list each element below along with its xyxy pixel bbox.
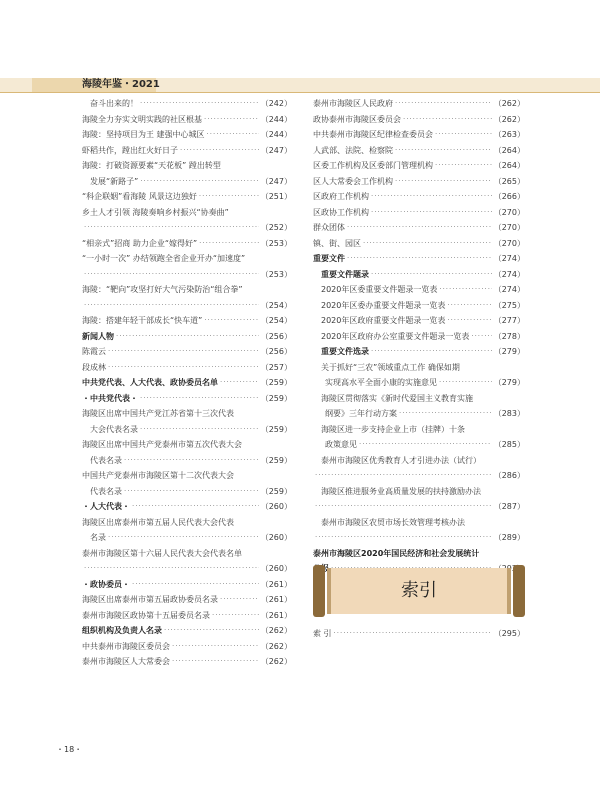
toc-entry-page: （287） xyxy=(493,502,525,511)
toc-entry[interactable] xyxy=(82,639,292,655)
toc-entry-page: （259） xyxy=(260,393,292,403)
toc-entry[interactable] xyxy=(313,174,525,190)
toc-entry[interactable] xyxy=(313,112,525,128)
toc-entry-text: 2020年区政府办公室重要文件题录一览表 xyxy=(321,331,470,341)
leader-dots xyxy=(204,112,259,128)
toc-entry-text: 海陵区推进服务业高质量发展的扶持激励办法 xyxy=(321,486,481,496)
toc-entry-page: （253） xyxy=(260,238,292,248)
toc-entry-page: （262） xyxy=(493,99,525,108)
toc-entry[interactable] xyxy=(82,143,292,159)
toc-entry[interactable] xyxy=(82,96,292,112)
leader-dots xyxy=(124,484,259,500)
toc-entry[interactable] xyxy=(82,360,292,376)
toc-entry-text: 发展“新路子” xyxy=(90,176,139,186)
toc-entry[interactable] xyxy=(82,344,292,360)
toc-entry-page: （261） xyxy=(260,579,292,589)
toc-entry[interactable] xyxy=(313,453,525,469)
toc-entry[interactable] xyxy=(313,298,525,314)
toc-entry[interactable] xyxy=(313,143,525,159)
toc-entry-text: 乡土人才引领 海陵奏响乡村振兴“协奏曲” xyxy=(82,207,229,217)
toc-entry-text: 海陵：打破资源要素“天花板” 蹚出转型 xyxy=(82,161,221,170)
toc-entry[interactable] xyxy=(82,608,292,624)
toc-entry-page: （247） xyxy=(260,145,292,155)
toc-entry[interactable] xyxy=(82,453,292,469)
toc-entry-text: 大会代表名录 xyxy=(90,424,138,434)
toc-entry-text: 组织机构及负责人名录 xyxy=(82,626,162,635)
leader-dots xyxy=(108,344,259,360)
toc-entry[interactable] xyxy=(82,422,292,438)
toc-entry-text: 海陵区出席泰州市第五届人民代表大会代表 xyxy=(82,517,234,527)
toc-entry[interactable] xyxy=(313,267,525,283)
toc-entry-page: （260） xyxy=(260,564,292,573)
toc-entry-page: （266） xyxy=(493,192,525,201)
toc-entry-page: （270） xyxy=(493,207,525,217)
toc-entry[interactable] xyxy=(82,592,292,608)
leader-dots xyxy=(315,499,492,515)
toc-entry-text: 泰州市海陵区人民政府 xyxy=(313,99,393,108)
toc-entry[interactable] xyxy=(313,251,525,267)
toc-entry[interactable] xyxy=(82,282,292,298)
leader-dots xyxy=(447,313,491,329)
leader-dots xyxy=(359,437,492,453)
toc-entry[interactable] xyxy=(313,158,525,174)
toc-entry[interactable] xyxy=(82,127,292,143)
toc-entry[interactable] xyxy=(82,205,292,221)
toc-entry-text: 泰州市海陵区2020年国民经济和社会发展统计 xyxy=(313,548,480,558)
toc-entry-page: （275） xyxy=(493,300,525,310)
toc-entry-page: （252） xyxy=(260,223,292,232)
toc-entry[interactable] xyxy=(82,158,292,174)
leader-dots xyxy=(403,112,492,128)
leader-dots xyxy=(199,189,259,205)
toc-left-column xyxy=(82,96,292,670)
toc-entry-text: 泰州市海陵区农贸市场长效管理考核办法 xyxy=(321,517,465,527)
leader-dots xyxy=(399,406,492,422)
leader-dots xyxy=(395,96,492,112)
toc-entry-page: （262） xyxy=(260,626,292,635)
leader-dots xyxy=(180,143,259,159)
toc-entry-text: 政策意见 xyxy=(325,440,357,449)
toc-entry[interactable] xyxy=(82,313,292,329)
toc-entry-text: 2020年区委办重要文件题录一览表 xyxy=(321,300,446,310)
toc-entry[interactable] xyxy=(313,468,525,484)
leader-dots xyxy=(334,626,492,642)
toc-entry-page: （256） xyxy=(260,347,292,356)
toc-entry-page: （270） xyxy=(493,223,525,232)
toc-entry[interactable] xyxy=(82,112,292,128)
toc-entry-page: （278） xyxy=(493,331,525,341)
toc-entry[interactable] xyxy=(313,220,525,236)
toc-entry[interactable] xyxy=(313,189,525,205)
toc-entry[interactable] xyxy=(313,375,525,391)
leader-dots xyxy=(220,592,259,608)
toc-entry-page: （259） xyxy=(260,455,292,465)
leader-dots xyxy=(108,360,259,376)
index-entry-wrap xyxy=(313,626,525,642)
toc-entry-text: 海陵：搭建年轻干部成长“快车道” xyxy=(82,316,203,325)
toc-entry-text: 奋斗出来的！ xyxy=(90,99,138,108)
toc-entry-text: 区政府工作机构 xyxy=(313,192,369,201)
toc-entry-page: （260） xyxy=(260,533,292,542)
toc-entry-text: 2020年区委重要文件题录一览表 xyxy=(321,285,438,294)
toc-entry[interactable] xyxy=(82,577,292,593)
toc-entry-text: “科企联姻”看海陵 风景这边独好 xyxy=(82,192,197,201)
index-banner xyxy=(313,568,525,614)
leader-dots xyxy=(172,654,259,670)
leader-dots xyxy=(220,375,259,391)
toc-entry-text: 泰州市海陵区第十六届人民代表大会代表名单 xyxy=(82,548,242,558)
toc-entry-page: （289） xyxy=(493,533,525,542)
toc-entry[interactable] xyxy=(313,437,525,453)
leader-dots xyxy=(371,344,492,360)
leader-dots xyxy=(447,298,491,314)
toc-entry[interactable] xyxy=(82,530,292,546)
toc-entry-page: （247） xyxy=(260,176,292,186)
toc-entry-text: 海陵区进一步支持企业上市（挂牌）十条 xyxy=(321,424,465,434)
toc-entry-page: （262） xyxy=(260,641,292,651)
toc-entry-text: 段成林 xyxy=(82,362,106,372)
header-divider xyxy=(0,92,600,93)
leader-dots xyxy=(199,236,259,252)
leader-dots xyxy=(371,189,492,205)
toc-entry[interactable] xyxy=(82,499,292,515)
leader-dots xyxy=(140,422,259,438)
toc-entry-page: （295） xyxy=(493,629,525,638)
leader-dots xyxy=(140,96,259,112)
toc-entry-text: 泰州市海陵区优秀教育人才引进办法（试行） xyxy=(321,455,481,465)
toc-entry-text: 泰州市海陵区政协第十五届委员名录 xyxy=(82,610,210,620)
toc-entry-page: （274） xyxy=(493,285,525,294)
toc-entry-page: （262） xyxy=(493,114,525,124)
toc-right-column xyxy=(313,96,525,577)
toc-entry[interactable] xyxy=(313,127,525,143)
toc-entry[interactable] xyxy=(82,515,292,531)
toc-entry-text: 代表名录 xyxy=(90,455,122,465)
toc-entry-text: 镇、街、园区 xyxy=(313,238,361,248)
leader-dots xyxy=(108,530,259,546)
toc-entry-page: （256） xyxy=(260,331,292,341)
toc-entry[interactable] xyxy=(313,515,525,531)
toc-entry[interactable] xyxy=(82,546,292,562)
toc-entry[interactable] xyxy=(313,282,525,298)
leader-dots xyxy=(395,174,492,190)
leader-dots xyxy=(315,530,492,546)
leader-dots xyxy=(84,220,259,236)
toc-entry-page: （254） xyxy=(260,300,292,310)
toc-entry-text: 海陵：“靶向”攻坚打好大气污染防治“组合拳” xyxy=(82,285,243,294)
toc-entry-text: 中共党代表、人大代表、政协委员名单 xyxy=(82,378,218,387)
leader-dots xyxy=(315,468,492,484)
toc-entry-text: 海陵区出席中国共产党江苏省第十三次代表 xyxy=(82,409,234,418)
toc-entry-text: 政协泰州市海陵区委员会 xyxy=(313,114,401,124)
toc-entry[interactable] xyxy=(313,360,525,376)
toc-entry-page: （260） xyxy=(260,502,292,511)
toc-entry[interactable] xyxy=(82,654,292,670)
toc-entry-page: （263） xyxy=(493,130,525,139)
toc-entry-page: （264） xyxy=(493,145,525,155)
page-number: ・18・ xyxy=(56,745,83,754)
leader-dots xyxy=(140,391,259,407)
toc-entry-text: 中国共产党泰州市海陵区第十二次代表大会 xyxy=(82,471,234,480)
toc-entry-page: （251） xyxy=(260,192,292,201)
toc-entry-page: （274） xyxy=(493,254,525,263)
toc-entry-text: 纲要》三年行动方案 xyxy=(325,409,397,418)
toc-entry[interactable] xyxy=(82,329,292,345)
toc-entry[interactable] xyxy=(313,391,525,407)
toc-entry-text: 泰州市海陵区人大常委会 xyxy=(82,657,170,666)
toc-entry-page: （253） xyxy=(260,269,292,279)
toc-entry[interactable] xyxy=(82,267,292,283)
toc-entry[interactable] xyxy=(313,205,525,221)
toc-entry[interactable] xyxy=(313,236,525,252)
toc-entry-index[interactable] xyxy=(313,626,525,642)
toc-entry-text: 海陵：坚持项目为王 建强中心城区 xyxy=(82,130,205,139)
leader-dots xyxy=(439,282,491,298)
toc-entry-text: 中共泰州市海陵区纪律检查委员会 xyxy=(313,130,433,139)
leader-dots xyxy=(371,267,492,283)
toc-entry-text: “相亲式”招商 助力企业“嫁得好” xyxy=(82,238,198,248)
toc-entry-text: 重要文件选录 xyxy=(321,347,369,356)
toc-entry[interactable] xyxy=(313,499,525,515)
toc-entry-text: 索 引 xyxy=(313,629,332,638)
toc-entry-page: （265） xyxy=(493,176,525,186)
leader-dots xyxy=(140,174,258,190)
toc-entry-text: 名录 xyxy=(90,533,106,542)
toc-entry-page: （244） xyxy=(260,130,292,139)
leader-dots xyxy=(363,236,492,252)
toc-entry-page: （274） xyxy=(493,269,525,279)
toc-entry[interactable] xyxy=(82,623,292,639)
toc-entry-page: （254） xyxy=(260,316,292,325)
toc-entry[interactable] xyxy=(82,484,292,500)
toc-entry[interactable] xyxy=(82,236,292,252)
toc-entry-text: 区委工作机构及区委部门管理机构 xyxy=(313,161,433,170)
toc-entry-page: （279） xyxy=(493,378,525,387)
leader-dots xyxy=(207,127,259,143)
leader-dots xyxy=(204,313,258,329)
toc-entry-text: 海陵区出席泰州市第五届政协委员名录 xyxy=(82,595,218,604)
toc-entry[interactable] xyxy=(82,220,292,236)
toc-entry[interactable] xyxy=(82,174,292,190)
toc-entry[interactable] xyxy=(313,329,525,345)
leader-dots xyxy=(347,251,492,267)
toc-entry-text: 区人大常委会工作机构 xyxy=(313,176,393,186)
toc-entry[interactable] xyxy=(82,189,292,205)
toc-entry-text: 陈霞云 xyxy=(82,347,106,356)
toc-entry-page: （261） xyxy=(260,595,292,604)
leader-dots xyxy=(435,158,492,174)
toc-entry[interactable] xyxy=(313,344,525,360)
toc-entry-page: （277） xyxy=(493,316,525,325)
toc-entry[interactable] xyxy=(82,298,292,314)
toc-entry-text: ・政协委员・ xyxy=(82,579,130,589)
toc-entry[interactable] xyxy=(313,546,525,562)
toc-entry-page: （285） xyxy=(493,440,525,449)
leader-dots xyxy=(84,267,259,283)
toc-entry-page: （244） xyxy=(260,114,292,124)
toc-entry-text: 海陵区出席中国共产党泰州市第五次代表大会 xyxy=(82,440,242,449)
toc-entry-text: 海陵全力夯实文明实践的社区根基 xyxy=(82,114,202,124)
toc-entry[interactable] xyxy=(82,437,292,453)
toc-entry-text: 2020年区政府重要文件题录一览表 xyxy=(321,316,446,325)
toc-entry-page: （242） xyxy=(260,99,292,108)
leader-dots xyxy=(132,499,259,515)
toc-entry-page: （264） xyxy=(493,161,525,170)
toc-entry[interactable] xyxy=(82,468,292,484)
toc-entry[interactable] xyxy=(313,530,525,546)
toc-entry-text: 海陵区贯彻落实《新时代爱国主义教育实施 xyxy=(321,393,473,403)
toc-entry-text: 群众团体 xyxy=(313,223,345,232)
toc-entry-text: 人武部、法院、检察院 xyxy=(313,145,393,155)
toc-entry[interactable] xyxy=(313,313,525,329)
leader-dots xyxy=(435,127,492,143)
toc-entry-page: （286） xyxy=(493,471,525,480)
leader-dots xyxy=(439,375,492,391)
leader-dots xyxy=(164,623,259,639)
index-heading: 索引 xyxy=(401,580,437,601)
toc-entry-text: 代表名录 xyxy=(90,486,122,496)
toc-entry-text: 实现高水平全面小康的实施意见 xyxy=(325,378,437,387)
leader-dots xyxy=(172,639,259,655)
leader-dots xyxy=(116,329,259,345)
toc-entry-page: （279） xyxy=(493,347,525,356)
leader-dots xyxy=(132,577,259,593)
leader-dots xyxy=(395,143,492,159)
toc-entry-text: 区政协工作机构 xyxy=(313,207,369,217)
leader-dots xyxy=(471,329,491,345)
toc-entry-text: “一小时一次” 办结领跑全省企业开办“加速度” xyxy=(82,254,246,263)
toc-entry-page: （262） xyxy=(260,657,292,666)
toc-entry[interactable] xyxy=(82,406,292,422)
toc-entry-page: （259） xyxy=(260,378,292,387)
toc-entry[interactable] xyxy=(313,422,525,438)
toc-entry-text: 中共泰州市海陵区委员会 xyxy=(82,641,170,651)
toc-entry[interactable] xyxy=(82,375,292,391)
leader-dots xyxy=(84,561,259,577)
toc-entry-page: （259） xyxy=(260,486,292,496)
toc-entry[interactable] xyxy=(313,406,525,422)
toc-entry-page: （261） xyxy=(260,610,292,620)
leader-dots xyxy=(84,298,259,314)
leader-dots xyxy=(124,453,259,469)
toc-entry-text: 虾稻共作，蹚出红火好日子 xyxy=(82,145,178,155)
toc-entry-page: （259） xyxy=(260,424,292,434)
leader-dots xyxy=(212,608,259,624)
toc-entry-text: ・人大代表・ xyxy=(82,502,130,511)
toc-entry-text: ・中共党代表・ xyxy=(82,393,138,403)
leader-dots xyxy=(371,205,492,221)
yearbook-title: 海陵年鉴・2021 xyxy=(82,79,160,90)
toc-entry-page: （270） xyxy=(493,238,525,248)
leader-dots xyxy=(347,220,492,236)
toc-entry[interactable] xyxy=(82,561,292,577)
toc-entry-text: 关于抓好“三农”领域重点工作 确保如期 xyxy=(321,362,460,372)
toc-entry-text: 新闻人物 xyxy=(82,331,114,341)
toc-entry-text: 重要文件 xyxy=(313,254,345,263)
toc-entry-page: （257） xyxy=(260,362,292,372)
toc-entry-text: 重要文件题录 xyxy=(321,269,369,279)
toc-entry-page: （283） xyxy=(493,409,525,418)
toc-entry[interactable] xyxy=(82,251,292,267)
toc-entry[interactable] xyxy=(313,484,525,500)
toc-entry[interactable] xyxy=(82,391,292,407)
toc-entry[interactable] xyxy=(313,96,525,112)
